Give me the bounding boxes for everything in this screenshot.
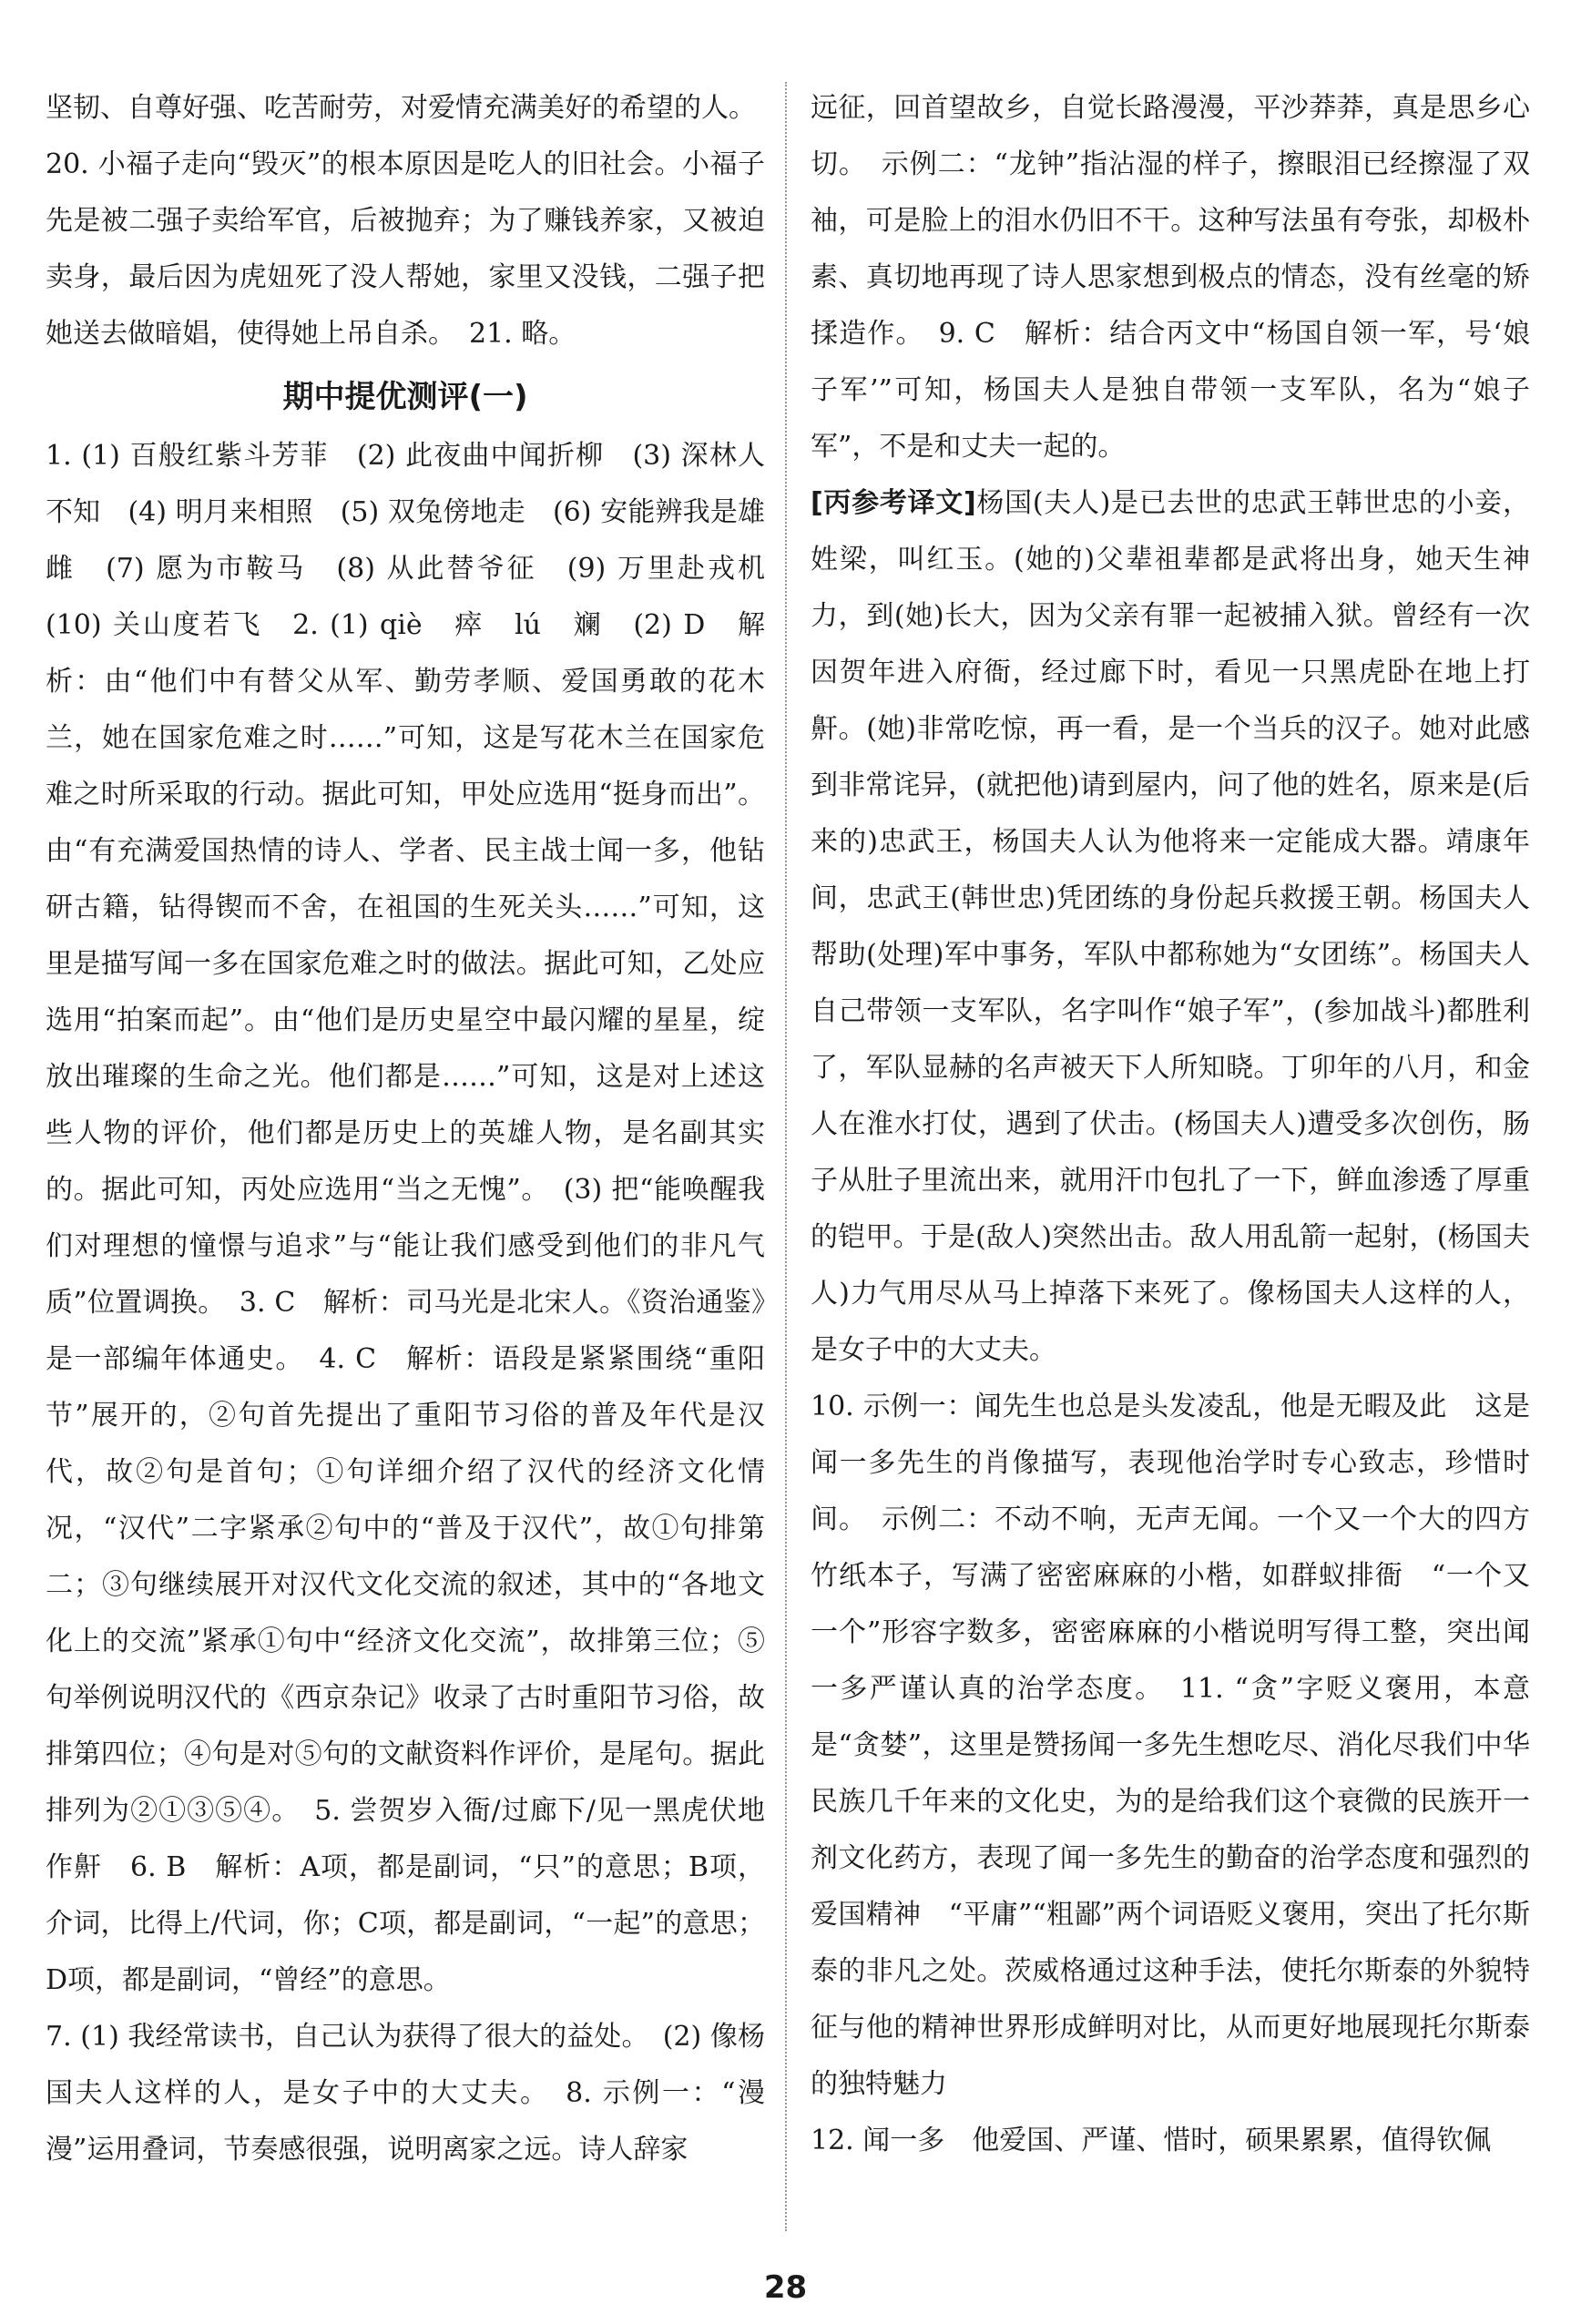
left-column — [46, 80, 792, 2178]
answer-paragraph: 7. (1) 我经常读书，自己认为获得了很大的益处。 (2) 像杨国夫人这样的人，是女子中的大丈夫。 8. 示例一：“漫漫”运用叠词，节奏感很强，说明离家之远。诗人辞家 — [46, 2021, 765, 2166]
answer-paragraph: 坚韧、自尊好强、吃苦耐劳，对爱情充满美好的希望的人。 — [46, 92, 756, 124]
answer-paragraph: 20. 小福子走向“毁灭”的根本原因是吃人的旧社会。小福子先是被二强子卖给军官，后被抛弃；为了赚钱养家，又被迫卖身，最后因为虎妞死了没人帮她，家里又没钱，二强子把她送去做暗娼，使得她上吊自杀。 21. 略。 — [46, 148, 765, 350]
translation-text: 杨国(夫人)是已去世的忠武王韩世忠的小妾，姓梁，叫红玉。(她的)父辈祖辈都是武将出身，她天生神力，到(她)长大，因为父亲有罪一起被捕入狱。曾经有一次因贺年进入府衙，经过廊下时，看见一只黑虎卧在地上打鼾。(她)非常吃惊，再一看，是一个当兵的汉子。她对此感到非常诧异，(就把他)请到屋内，问了他的姓名，原来是(后来的)忠武王，杨国夫人认为他将来一定能成大器。靖康年间，忠武王(韩世忠)凭团练的身份起兵救援王朝。杨国夫人帮助(处理)军中事务，军队中都称她为“女团练”。杨国夫人自己带领一支军队，名字叫作“娘子军”，(参加战斗)都胜利了，军队显赫的名声被天下人所知晓。丁卯年的八月，和金人在淮水打仗，遇到了伏击。(杨国夫人)遭受多次创伤，肠子从肚子里流出来，就用汗巾包扎了一下，鲜血渗透了厚重的铠甲。于是(敌人)突然出击。敌人用乱箭一起射，(杨国夫人)力气用尽从马上掉落下来死了。像杨国夫人这样的人，是女子中的大丈夫。 — [811, 487, 1530, 1366]
answer-paragraph: 10. 示例一：闻先生也总是头发凌乱，他是无暇及此 这是闻一多先生的肖像描写，表现他治学时专心致志，珍惜时间。 示例二：不动不响，无声无闻。一个又一个大的四方竹纸本子，写满了密密麻麻的小楷，如群蚁排衙 “一个又一个”形容字数多，密密麻麻的小楷说明写得工整，突出闻一多严谨认真的治学态度。 11. “贪”字贬义褒用，本意是“贪婪”，这里是赞扬闻一多先生想吃尽、消化尽我们中华民族几千年来的文化史，为的是给我们这个衰微的民族开一剂文化药方，表现了闻一多先生的勤奋的治学态度和强烈的爱国精神 “平庸”“粗鄙”两个词语贬义褒用，突出了托尔斯泰的非凡之处。茨威格通过这种手法，使托尔斯泰的外貌特征与他的精神世界形成鲜明对比，从而更好地展现托尔斯泰的独特魅力 — [811, 1391, 1530, 2100]
answer-paragraph: 远征，回首望故乡，自觉长路漫漫，平沙莽莽，真是思乡心切。 示例二：“龙钟”指沾湿的样子，擦眼泪已经擦湿了双袖，可是脸上的泪水仍旧不干。这种写法虽有夸张，却极朴素、真切地再现了诗人思家想到极点的情态，没有丝毫的矫揉造作。 9. C 解析：结合丙文中“杨国自领一军，号‘娘子军’”可知，杨国夫人是独自带领一支军队，名为“娘子军”，不是和丈夫一起的。 — [811, 92, 1530, 463]
answer-paragraph: 1. (1) 百般红紫斗芳菲 (2) 此夜曲中闻折柳 (3) 深林人不知 (4) 明月来相照 (5) 双兔傍地走 (6) 安能辨我是雄雌 (7) 愿为市鞍马 (8) 从此替爷征 (9) 万里赴戎机 (10) 关山度若飞 2. (1) qiè 瘁 lú 斓 (2) D 解析：由“他们中有替父从军、勤劳孝顺、爱国勇敢的花木兰，她在国家危难之时……”可知，这是写花木兰在国家危难之时所采取的行动。据此可知，甲处应选用“挺身而出”。由“有充满爱国热情的诗人、学者、民主战士闻一多，他钻研古籍，钻得锲而不舍，在祖国的生死关头……”可知，这里是描写闻一多在国家危难之时的做法。据此可知，乙处应选用“拍案而起”。由“他们是历史星空中最闪耀的星星，绽放出璀璨的生命之光。他们都是……”可知，这是对上述这些人物的评价，他们都是历史上的英雄人物，是名副其实的。据此可知，丙处应选用“当之无愧”。 (3) 把“能唤醒我们对理想的憧憬与追求”与“能让我们感受到他们的非凡气质”位置调换。 3. C 解析：司马光是北宋人。《资治通鉴》是一部编年体通史。 4. C 解析：语段是紧紧围绕“重阳节”展开的，②句首先提出了重阳节习俗的普及年代是汉代，故②句是首句；①句详细介绍了汉代的经济文化情况，“汉代”二字紧承②句中的“普及于汉代”，故①句排第二；③句继续展开对汉代文化交流的叙述，其中的“各地文化上的交流”紧承①句中“经济文化交流”，故排第三位；⑤句举例说明汉代的《西京杂记》收录了古时重阳节习俗，故排第四位；④句是对⑤句的文献资料作评价，是尾句。据此排列为②①③⑤④。 5. 尝贺岁入衙/过廊下/见一黑虎伏地作鼾 6. B 解析：A项，都是副词，“只”的意思；B项，介词，比得上/代词，你；C项，都是副词，“一起”的意思；D项，都是副词，“曾经”的意思。 — [46, 440, 792, 1996]
page-number: 28 — [763, 2269, 808, 2306]
answer-paragraph: 12. 闻一多 他爱国、严谨、惜时，硕果累累，值得钦佩 — [811, 2125, 1492, 2156]
translation-paragraph — [811, 475, 1530, 1379]
column-divider — [785, 82, 787, 2231]
section-title: 期中提优测评(一) — [282, 379, 528, 415]
translation-label: [丙参考译文] — [811, 487, 976, 519]
right-column — [811, 80, 1530, 2169]
